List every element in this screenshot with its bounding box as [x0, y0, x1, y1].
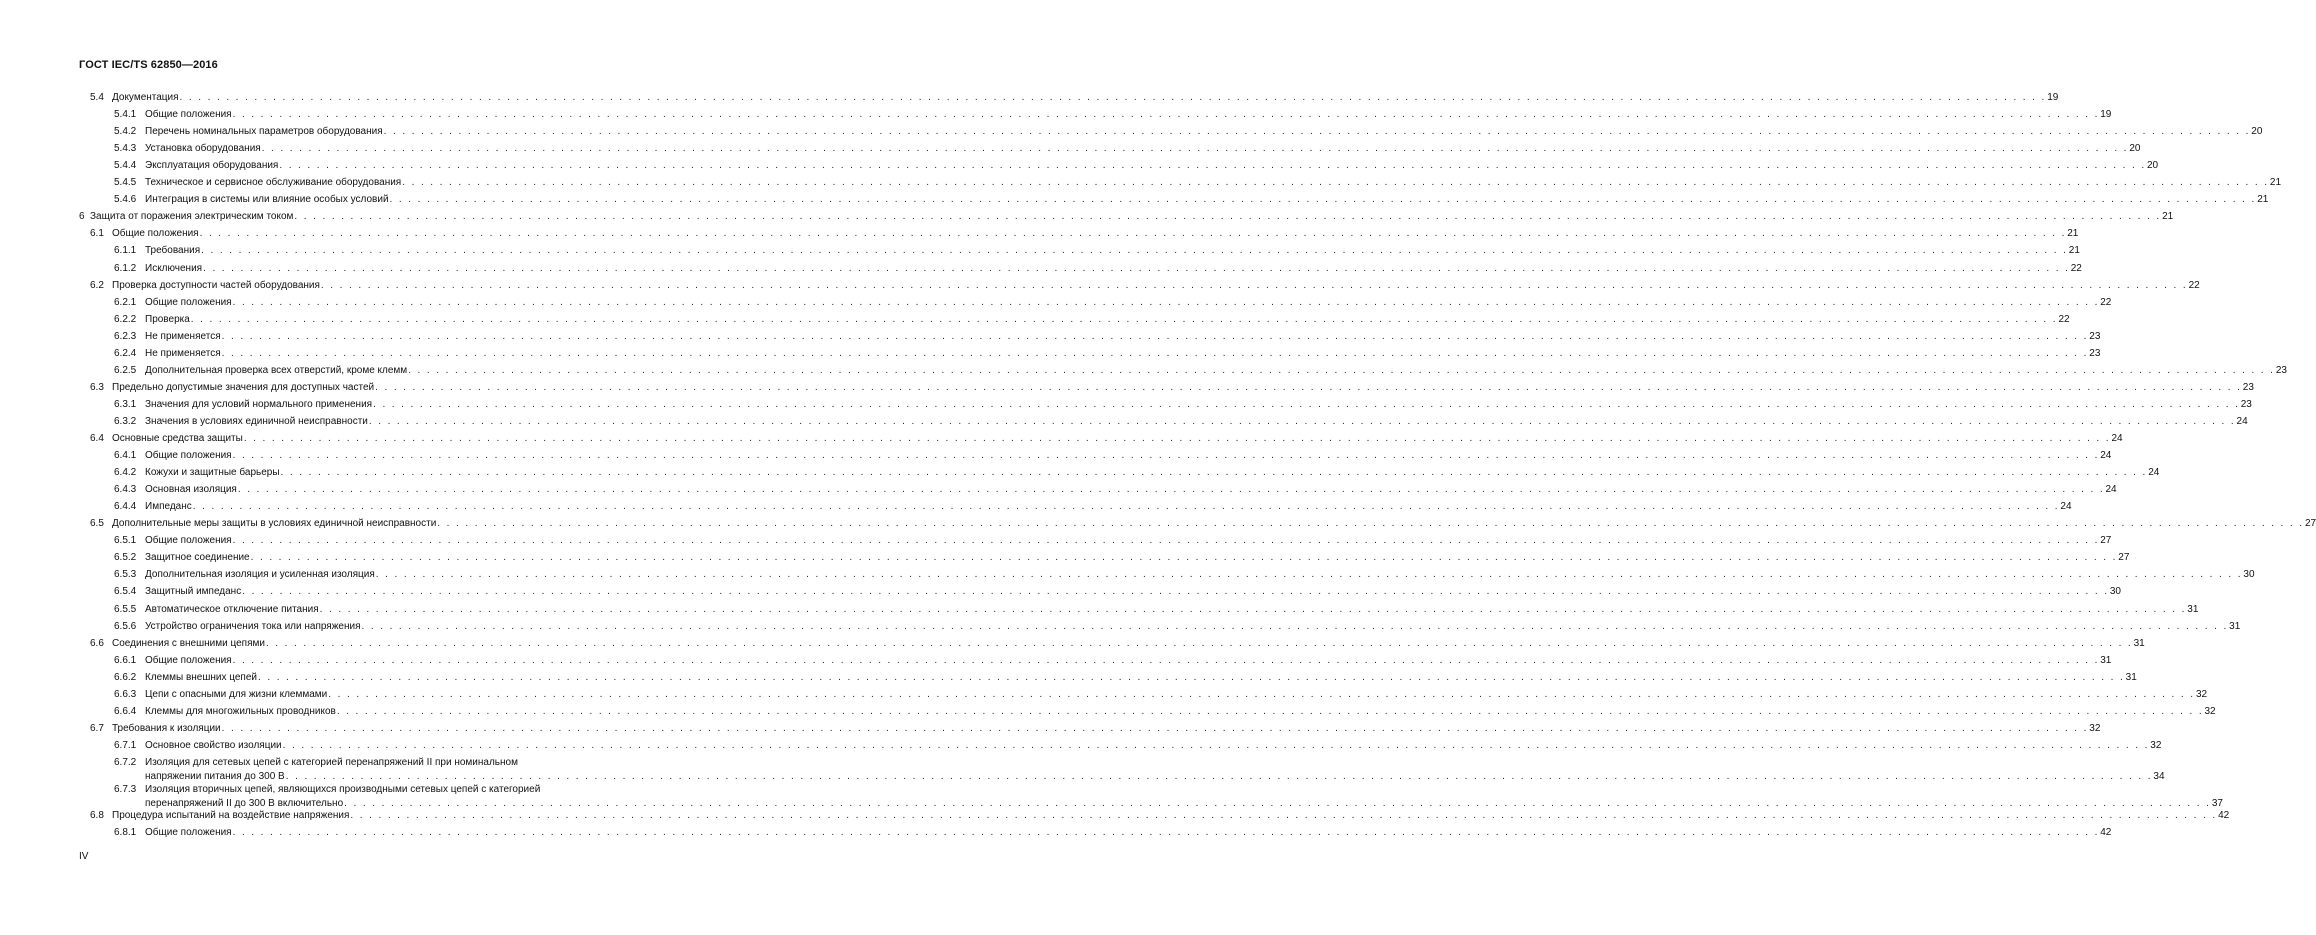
toc-entry-title: Эксплуатация оборудования — [145, 160, 279, 172]
toc-entry-title: Дополнительная проверка всех отверстий, кроме клемм — [145, 364, 408, 376]
toc-leader-dots: . . . . . . . . . . . . . . . . . . . . . . . . . . . . . . . . . . . . . . . . . . . . . . . . . . . . . . . . . . . . . . . . . . . . . . . . . . . . . . . . . . . . . . . . . . . . . . . . . . . . . . . . . . . . . . . . . . . . . . . . . . . . . . . . . . . . . . . . . . . . . . . . . . . . . . . . . . . . . . . . . . . . . . . . . . . . . . . . . . . . . . . . . . . . . . . . . . . . . . . . — [402, 177, 2269, 189]
toc-entry-page: 31 — [2133, 637, 2145, 649]
toc-entry-title: Общие положения — [145, 654, 232, 666]
toc-entry-title: Дополнительная изоляция и усиленная изоляция — [145, 569, 375, 581]
toc-entry-number: 6.4.3 — [114, 484, 137, 496]
toc-entry-page: 23 — [2089, 330, 2101, 342]
toc-entry-page: 27 — [2304, 518, 2316, 530]
toc-entry-page: 23 — [2089, 347, 2101, 359]
toc-leader-dots: . . . . . . . . . . . . . . . . . . . . . . . . . . . . . . . . . . . . . . . . . . . . . . . . . . . . . . . . . . . . . . . . . . . . . . . . . . . . . . . . . . . . . . . . . . . . . . . . . . . . . . . . . . . . . . . . . . . . . . . . . . . . . . . . . . . . . . . . . . . . . . . . . . . . . . . . . . . . . . . . . . . . . . . . . . . . . . . . . . . . . . . . . . . . . . . . . . . . . . . . — [199, 228, 2067, 240]
toc-entry-title: Защитный импеданс — [145, 586, 242, 598]
toc-leader-dots: . . . . . . . . . . . . . . . . . . . . . . . . . . . . . . . . . . . . . . . . . . . . . . . . . . . . . . . . . . . . . . . . . . . . . . . . . . . . . . . . . . . . . . . . . . . . . . . . . . . . . . . . . . . . . . . . . . . . . . . . . . . . . . . . . . . . . . . . . . . . . . . . . . . . . . . . . . . . . . . . . . . . . . . . . . . . . . . . . . . . . . . . . . . . . . . . . . . . . . . . — [190, 313, 2058, 325]
toc-entry-title: Общие положения — [112, 228, 199, 240]
toc-leader-dots: . . . . . . . . . . . . . . . . . . . . . . . . . . . . . . . . . . . . . . . . . . . . . . . . . . . . . . . . . . . . . . . . . . . . . . . . . . . . . . . . . . . . . . . . . . . . . . . . . . . . . . . . . . . . . . . . . . . . . . . . . . . . . . . . . . . . . . . . . . . . . . . . . . . . . . . . . . . . . . . . . . . . . . . . . . . . . . . . . . . . . . . . . . . . . . . . . . . . . . . . — [344, 797, 2211, 809]
toc-entry-number: 6.7.1 — [114, 739, 137, 751]
toc-entry-number: 6.4.4 — [114, 501, 137, 513]
toc-entry-title: Документация — [112, 92, 179, 103]
toc-entry-title: Значения в условиях единичной неисправности — [145, 415, 368, 427]
toc-entry-page: 22 — [2070, 262, 2082, 274]
toc-entry-page: 31 — [2187, 603, 2199, 615]
toc-entry-title: Кожухи и защитные барьеры — [145, 467, 280, 479]
toc-entry-page: 42 — [2218, 810, 2230, 822]
toc-entry-title: Клеммы для многожильных проводников — [145, 705, 336, 717]
toc-leader-dots: . . . . . . . . . . . . . . . . . . . . . . . . . . . . . . . . . . . . . . . . . . . . . . . . . . . . . . . . . . . . . . . . . . . . . . . . . . . . . . . . . . . . . . . . . . . . . . . . . . . . . . . . . . . . . . . . . . . . . . . . . . . . . . . . . . . . . . . . . . . . . . . . . . . . . . . . . . . . . . . . . . . . . . . . . . . . . . . . . . . . . . . . . . . . . . . . . . . . . . . . — [328, 688, 2195, 700]
toc-entry-page: 30 — [2243, 569, 2255, 581]
toc-entry-title: Не применяется — [145, 330, 221, 342]
toc-entry-title: Интеграция в системы или влияние особых условий — [145, 194, 389, 206]
toc-entry-title: Значения для условий нормального применения — [145, 398, 373, 410]
toc-entry-number: 6.6 — [90, 637, 104, 649]
toc-entry-page: 23 — [2242, 381, 2254, 393]
toc-entry-page: 27 — [2100, 535, 2112, 547]
toc-entry-number: 6.2.1 — [114, 296, 137, 308]
toc-entry-page: 32 — [2195, 688, 2208, 700]
toc-leader-dots: . . . . . . . . . . . . . . . . . . . . . . . . . . . . . . . . . . . . . . . . . . . . . . . . . . . . . . . . . . . . . . . . . . . . . . . . . . . . . . . . . . . . . . . . . . . . . . . . . . . . . . . . . . . . . . . . . . . . . . . . . . . . . . . . . . . . . . . . . . . . . . . . . . . . . . . . . . . . . . . . . . . . . . . . . . . . . . . . . . . . . . . . . . . . . . . . . . . . . . . . — [232, 535, 2100, 547]
toc-entry-title: Проверка доступности частей оборудования — [112, 279, 320, 291]
toc-leader-dots: . . . . . . . . . . . . . . . . . . . . . . . . . . . . . . . . . . . . . . . . . . . . . . . . . . . . . . . . . . . . . . . . . . . . . . . . . . . . . . . . . . . . . . . . . . . . . . . . . . . . . . . . . . . . . . . . . . . . . . . . . . . . . . . . . . . . . . . . . . . . . . . . . . . . . . . . . . . . . . . . . . . . . . . . . . . . . . . . . . . . . . . . . . . . . . . . . . . . . . . . — [282, 739, 2150, 751]
toc-entry-title: Требования к изоляции — [112, 722, 221, 734]
toc-entry-page: 21 — [2257, 194, 2269, 206]
toc-entry-page: 32 — [2150, 739, 2162, 751]
toc-leader-dots: . . . . . . . . . . . . . . . . . . . . . . . . . . . . . . . . . . . . . . . . . . . . . . . . . . . . . . . . . . . . . . . . . . . . . . . . . . . . . . . . . . . . . . . . . . . . . . . . . . . . . . . . . . . . . . . . . . . . . . . . . . . . . . . . . . . . . . . . . . . . . . . . . . . . . . . . . . . . . . . . . . . . . . . . . . . . . . . . . . . . . . . . . . . . . . . . . . . . . . . . — [242, 586, 2109, 598]
toc-leader-dots: . . . . . . . . . . . . . . . . . . . . . . . . . . . . . . . . . . . . . . . . . . . . . . . . . . . . . . . . . . . . . . . . . . . . . . . . . . . . . . . . . . . . . . . . . . . . . . . . . . . . . . . . . . . . . . . . . . . . . . . . . . . . . . . . . . . . . . . . . . . . . . . . . . . . . . . . . . . . . . . . . . . . . . . . . . . . . . . . . . . . . . . . . . . . . . . . . . . . . . . . — [221, 722, 2089, 734]
toc-entry-number: 6.4.1 — [114, 450, 137, 462]
toc-entry-page: 24 — [2236, 415, 2248, 427]
toc-leader-dots: . . . . . . . . . . . . . . . . . . . . . . . . . . . . . . . . . . . . . . . . . . . . . . . . . . . . . . . . . . . . . . . . . . . . . . . . . . . . . . . . . . . . . . . . . . . . . . . . . . . . . . . . . . . . . . . . . . . . . . . . . . . . . . . . . . . . . . . . . . . . . . . . . . . . . . . . . . . . . . . . . . . . . . . . . . . . . . . . . . . . . . . . . . . . . . . . . . . . . . . . — [237, 484, 2105, 496]
toc-entry-page: 23 — [2240, 398, 2252, 410]
toc-entry-title: Соединения с внешними цепями — [112, 637, 265, 649]
toc-entry-number: 5.4 — [90, 92, 104, 103]
toc-leader-dots: . . . . . . . . . . . . . . . . . . . . . . . . . . . . . . . . . . . . . . . . . . . . . . . . . . . . . . . . . . . . . . . . . . . . . . . . . . . . . . . . . . . . . . . . . . . . . . . . . . . . . . . . . . . . . . . . . . . . . . . . . . . . . . . . . . . . . . . . . . . . . . . . . . . . . . . . . . . . . . . . . . . . . . . . . . . . . . . . . . . . . . . . . . . . . . . . . . . . . . . . — [336, 705, 2204, 717]
toc-entry-page: 19 — [2047, 92, 2059, 103]
toc-entry-number: 6.6.3 — [114, 688, 137, 700]
toc-entry-title: Клеммы внешних цепей — [145, 671, 257, 683]
toc-entry-page: 24 — [2100, 450, 2112, 462]
toc-entry-number: 6.6.1 — [114, 654, 137, 666]
toc-entry-title-continuation: перенапряжений II до 300 В включительно — [145, 797, 344, 809]
toc-entry-page: 20 — [2147, 160, 2159, 172]
toc-leader-dots: . . . . . . . . . . . . . . . . . . . . . . . . . . . . . . . . . . . . . . . . . . . . . . . . . . . . . . . . . . . . . . . . . . . . . . . . . . . . . . . . . . . . . . . . . . . . . . . . . . . . . . . . . . . . . . . . . . . . . . . . . . . . . . . . . . . . . . . . . . . . . . . . . . . . . . . . . . . . . . . . . . . . . . . . . . . . . . . . . . . . . . . . . . . . . . . . . . . . . . . . — [280, 467, 2148, 479]
toc-entry-number: 6.6.4 — [114, 705, 137, 717]
toc-entry-title: Техническое и сервисное обслуживание оборудования — [145, 177, 402, 189]
toc-entry-page: 30 — [2109, 586, 2121, 598]
toc-leader-dots: . . . . . . . . . . . . . . . . . . . . . . . . . . . . . . . . . . . . . . . . . . . . . . . . . . . . . . . . . . . . . . . . . . . . . . . . . . . . . . . . . . . . . . . . . . . . . . . . . . . . . . . . . . . . . . . . . . . . . . . . . . . . . . . . . . . . . . . . . . . . . . . . . . . . . . . . . . . . . . . . . . . . . . . . . . . . . . . . . . . . . . . . . . . . . . . . . . . . . . . . — [265, 637, 2133, 649]
toc-entry-title: Проверка — [145, 313, 190, 325]
toc-entry-number: 6.2 — [90, 279, 104, 291]
toc-entry-title: Защита от поражения электрическим током — [90, 211, 294, 223]
toc-entry-number: 6.5.2 — [114, 552, 137, 564]
toc-leader-dots: . . . . . . . . . . . . . . . . . . . . . . . . . . . . . . . . . . . . . . . . . . . . . . . . . . . . . . . . . . . . . . . . . . . . . . . . . . . . . . . . . . . . . . . . . . . . . . . . . . . . . . . . . . . . . . . . . . . . . . . . . . . . . . . . . . . . . . . . . . . . . . . . . . . . . . . . . . . . . . . . . . . . . . . . . . . . . . . . . . . . . . . . . . . . . . . . . . . . . . . . — [350, 810, 2218, 822]
toc-leader-dots: . . . . . . . . . . . . . . . . . . . . . . . . . . . . . . . . . . . . . . . . . . . . . . . . . . . . . . . . . . . . . . . . . . . . . . . . . . . . . . . . . . . . . . . . . . . . . . . . . . . . . . . . . . . . . . . . . . . . . . . . . . . . . . . . . . . . . . . . . . . . . . . . . . . . . . . . . . . . . . . . . . . . . . . . . . . . . . . . . . . . . . . . . . . . . . . . . . . . . . . . — [368, 415, 2236, 427]
toc-entry-page: 22 — [2188, 279, 2200, 291]
toc-leader-dots: . . . . . . . . . . . . . . . . . . . . . . . . . . . . . . . . . . . . . . . . . . . . . . . . . . . . . . . . . . . . . . . . . . . . . . . . . . . . . . . . . . . . . . . . . . . . . . . . . . . . . . . . . . . . . . . . . . . . . . . . . . . . . . . . . . . . . . . . . . . . . . . . . . . . . . . . . . . . . . . . . . . . . . . . . . . . . . . . . . . . . . . . . . . . . . . . . . . . . . . . — [232, 296, 2100, 308]
toc-leader-dots: . . . . . . . . . . . . . . . . . . . . . . . . . . . . . . . . . . . . . . . . . . . . . . . . . . . . . . . . . . . . . . . . . . . . . . . . . . . . . . . . . . . . . . . . . . . . . . . . . . . . . . . . . . . . . . . . . . . . . . . . . . . . . . . . . . . . . . . . . . . . . . . . . . . . . . . . . . . . . . . . . . . . . . . . . . . . . . . . . . . . . . . . . . . . . . . . . . . . . . . . — [320, 279, 2188, 291]
toc-leader-dots: . . . . . . . . . . . . . . . . . . . . . . . . . . . . . . . . . . . . . . . . . . . . . . . . . . . . . . . . . . . . . . . . . . . . . . . . . . . . . . . . . . . . . . . . . . . . . . . . . . . . . . . . . . . . . . . . . . . . . . . . . . . . . . . . . . . . . . . . . . . . . . . . . . . . . . . . . . . . . . . . . . . . . . . . . . . . . . . . . . . . . . . . . . . . . . . . . . . . . . . . — [232, 450, 2100, 462]
toc-entry-title: Импеданс — [145, 501, 192, 513]
toc-leader-dots: . . . . . . . . . . . . . . . . . . . . . . . . . . . . . . . . . . . . . . . . . . . . . . . . . . . . . . . . . . . . . . . . . . . . . . . . . . . . . . . . . . . . . . . . . . . . . . . . . . . . . . . . . . . . . . . . . . . . . . . . . . . . . . . . . . . . . . . . . . . . . . . . . . . . . . . . . . . . . . . . . . . . . . . . . . . . . . . . . . . . . . . . . . . . . . . . . . . . . . . . — [179, 92, 2047, 103]
toc-entry-number: 6.5.4 — [114, 586, 137, 598]
toc-entry-page: 37 — [2211, 797, 2223, 809]
toc-leader-dots: . . . . . . . . . . . . . . . . . . . . . . . . . . . . . . . . . . . . . . . . . . . . . . . . . . . . . . . . . . . . . . . . . . . . . . . . . . . . . . . . . . . . . . . . . . . . . . . . . . . . . . . . . . . . . . . . . . . . . . . . . . . . . . . . . . . . . . . . . . . . . . . . . . . . . . . . . . . . . . . . . . . . . . . . . . . . . . . . . . . . . . . . . . . . . . . . . . . . . . . . — [279, 160, 2146, 172]
toc-entry-number: 6.5.3 — [114, 569, 137, 581]
toc-entry-number: 6 — [79, 211, 85, 223]
toc-entry-page: 31 — [2100, 654, 2112, 666]
toc-entry-number: 6.3 — [90, 381, 104, 393]
toc-entry-page: 24 — [2105, 484, 2117, 496]
toc-leader-dots: . . . . . . . . . . . . . . . . . . . . . . . . . . . . . . . . . . . . . . . . . . . . . . . . . . . . . . . . . . . . . . . . . . . . . . . . . . . . . . . . . . . . . . . . . . . . . . . . . . . . . . . . . . . . . . . . . . . . . . . . . . . . . . . . . . . . . . . . . . . . . . . . . . . . . . . . . . . . . . . . . . . . . . . . . . . . . . . . . . . . . . . . . . . . . . . . . . . . . . . . — [294, 211, 2162, 223]
toc-entry-number: 6.4.2 — [114, 467, 137, 479]
toc-entry-page: 24 — [2060, 501, 2072, 513]
toc-leader-dots: . . . . . . . . . . . . . . . . . . . . . . . . . . . . . . . . . . . . . . . . . . . . . . . . . . . . . . . . . . . . . . . . . . . . . . . . . . . . . . . . . . . . . . . . . . . . . . . . . . . . . . . . . . . . . . . . . . . . . . . . . . . . . . . . . . . . . . . . . . . . . . . . . . . . . . . . . . . . . . . . . . . . . . . . . . . . . . . . . . . . . . . . . . . . . . . . . . . . . . . . — [261, 143, 2129, 155]
toc-leader-dots: . . . . . . . . . . . . . . . . . . . . . . . . . . . . . . . . . . . . . . . . . . . . . . . . . . . . . . . . . . . . . . . . . . . . . . . . . . . . . . . . . . . . . . . . . . . . . . . . . . . . . . . . . . . . . . . . . . . . . . . . . . . . . . . . . . . . . . . . . . . . . . . . . . . . . . . . . . . . . . . . . . . . . . . . . . . . . . . . . . . . . . . . . . . . . . . . . . . . . . . . — [232, 654, 2100, 666]
document-header: ГОСТ IEC/TS 62850—2016 — [79, 59, 218, 71]
toc-entry-number: 6.8.1 — [114, 827, 137, 839]
toc-entry-page: 27 — [2118, 552, 2130, 564]
toc-entry-number: 5.4.1 — [114, 109, 137, 121]
toc-entry-title: Защитное соединение — [145, 552, 250, 564]
toc-entry-page: 20 — [2251, 126, 2263, 138]
toc-entry-number: 5.4.3 — [114, 143, 137, 155]
toc-entry-page: 21 — [2162, 211, 2174, 223]
toc-entry-title: Общие положения — [145, 535, 232, 547]
toc-entry-title: Дополнительные меры защиты в условиях единичной неисправности — [112, 518, 437, 530]
toc-entry-page: 31 — [2125, 671, 2137, 683]
toc-entry-title: Изоляция для сетевых цепей с категорией перенапряжений II при номинальном — [145, 756, 518, 768]
toc-entry-page: 22 — [2058, 313, 2070, 325]
toc-leader-dots: . . . . . . . . . . . . . . . . . . . . . . . . . . . . . . . . . . . . . . . . . . . . . . . . . . . . . . . . . . . . . . . . . . . . . . . . . . . . . . . . . . . . . . . . . . . . . . . . . . . . . . . . . . . . . . . . . . . . . . . . . . . . . . . . . . . . . . . . . . . . . . . . . . . . . . . . . . . . . . . . . . . . . . . . . . . . . . . . . . . . . . . . . . . . . . . . . . . . . . . . — [375, 381, 2242, 393]
toc-leader-dots: . . . . . . . . . . . . . . . . . . . . . . . . . . . . . . . . . . . . . . . . . . . . . . . . . . . . . . . . . . . . . . . . . . . . . . . . . . . . . . . . . . . . . . . . . . . . . . . . . . . . . . . . . . . . . . . . . . . . . . . . . . . . . . . . . . . . . . . . . . . . . . . . . . . . . . . . . . . . . . . . . . . . . . . . . . . . . . . . . . . . . . . . . . . . . . . . . . . . . . . . — [389, 194, 2257, 206]
toc-leader-dots: . . . . . . . . . . . . . . . . . . . . . . . . . . . . . . . . . . . . . . . . . . . . . . . . . . . . . . . . . . . . . . . . . . . . . . . . . . . . . . . . . . . . . . . . . . . . . . . . . . . . . . . . . . . . . . . . . . . . . . . . . . . . . . . . . . . . . . . . . . . . . . . . . . . . . . . . . . . . . . . . . . . . . . . . . . . . . . . . . . . . . . . . . . . . . . . . . . . . . . . . — [243, 433, 2111, 444]
toc-entry-number: 6.8 — [90, 810, 104, 822]
toc-entry-number: 6.2.2 — [114, 313, 137, 325]
toc-entry-number: 6.7.3 — [114, 783, 137, 795]
toc-entry-title: Автоматическое отключение питания — [145, 603, 319, 615]
toc-entry-page: 21 — [2067, 228, 2079, 240]
toc-leader-dots: . . . . . . . . . . . . . . . . . . . . . . . . . . . . . . . . . . . . . . . . . . . . . . . . . . . . . . . . . . . . . . . . . . . . . . . . . . . . . . . . . . . . . . . . . . . . . . . . . . . . . . . . . . . . . . . . . . . . . . . . . . . . . . . . . . . . . . . . . . . . . . . . . . . . . . . . . . . . . . . . . . . . . . . . . . . . . . . . . . . . . . . . . . . . . . . . . . . . . . . . — [375, 569, 2243, 581]
toc-leader-dots: . . . . . . . . . . . . . . . . . . . . . . . . . . . . . . . . . . . . . . . . . . . . . . . . . . . . . . . . . . . . . . . . . . . . . . . . . . . . . . . . . . . . . . . . . . . . . . . . . . . . . . . . . . . . . . . . . . . . . . . . . . . . . . . . . . . . . . . . . . . . . . . . . . . . . . . . . . . . . . . . . . . . . . . . . . . . . . . . . . . . . . . . . . . . . . . . . . . . . . . . — [250, 552, 2118, 564]
toc-leader-dots: . . . . . . . . . . . . . . . . . . . . . . . . . . . . . . . . . . . . . . . . . . . . . . . . . . . . . . . . . . . . . . . . . . . . . . . . . . . . . . . . . . . . . . . . . . . . . . . . . . . . . . . . . . . . . . . . . . . . . . . . . . . . . . . . . . . . . . . . . . . . . . . . . . . . . . . . . . . . . . . . . . . . . . . . . . . . . . . . . . . . . . . . . . . . . . . . . . . . . . . . — [203, 262, 2070, 274]
toc-entry-number: 6.2.3 — [114, 330, 137, 342]
toc-entry-number: 5.4.6 — [114, 194, 137, 206]
toc-entry-number: 6.5 — [90, 518, 104, 530]
toc-entry-page: 24 — [2148, 467, 2160, 479]
toc-entry-number: 6.7.2 — [114, 756, 137, 768]
toc-entry-title: Требования — [145, 245, 201, 257]
toc-entry-title: Основная изоляция — [145, 484, 237, 496]
toc-entry-number: 6.2.5 — [114, 364, 137, 376]
toc-entry-page: 22 — [2100, 296, 2112, 308]
toc-entry-title-continuation: напряжении питания до 300 В — [145, 770, 285, 782]
toc-entry-page: 31 — [2229, 620, 2241, 632]
toc-leader-dots: . . . . . . . . . . . . . . . . . . . . . . . . . . . . . . . . . . . . . . . . . . . . . . . . . . . . . . . . . . . . . . . . . . . . . . . . . . . . . . . . . . . . . . . . . . . . . . . . . . . . . . . . . . . . . . . . . . . . . . . . . . . . . . . . . . . . . . . . . . . . . . . . . . . . . . . . . . . . . . . . . . . . . . . . . . . . . . . . . . . . . . . . . . . . . . . . . . . . . . . . — [383, 126, 2251, 138]
toc-entry-page: 32 — [2204, 705, 2216, 717]
toc-entry-number: 6.7 — [90, 722, 104, 734]
toc-leader-dots: . . . . . . . . . . . . . . . . . . . . . . . . . . . . . . . . . . . . . . . . . . . . . . . . . . . . . . . . . . . . . . . . . . . . . . . . . . . . . . . . . . . . . . . . . . . . . . . . . . . . . . . . . . . . . . . . . . . . . . . . . . . . . . . . . . . . . . . . . . . . . . . . . . . . . . . . . . . . . . . . . . . . . . . . . . . . . . . . . . . . . . . . . . . . . . . . . . . . . . . . — [221, 347, 2089, 359]
page-number: IV — [79, 851, 89, 862]
toc-entry-page: 34 — [2153, 770, 2165, 782]
toc-leader-dots: . . . . . . . . . . . . . . . . . . . . . . . . . . . . . . . . . . . . . . . . . . . . . . . . . . . . . . . . . . . . . . . . . . . . . . . . . . . . . . . . . . . . . . . . . . . . . . . . . . . . . . . . . . . . . . . . . . . . . . . . . . . . . . . . . . . . . . . . . . . . . . . . . . . . . . . . . . . . . . . . . . . . . . . . . . . . . . . . . . . . . . . . . . . . . . . . . . . . . . . . — [373, 398, 2240, 410]
toc-entry-title: Основные средства защиты — [112, 433, 243, 444]
toc-entry-title: Исключения — [145, 262, 203, 274]
toc-entry-page: 24 — [2111, 433, 2123, 444]
toc-entry-title: Общие положения — [145, 827, 232, 839]
toc-entry-title: Общие положения — [145, 450, 232, 462]
toc-entry-title: Общие положения — [145, 109, 232, 121]
toc-entry-number: 6.5.6 — [114, 620, 137, 632]
toc-entry-title: Процедура испытаний на воздействие напряжения — [112, 810, 350, 822]
toc-entry-title: Не применяется — [145, 347, 221, 359]
toc-leader-dots: . . . . . . . . . . . . . . . . . . . . . . . . . . . . . . . . . . . . . . . . . . . . . . . . . . . . . . . . . . . . . . . . . . . . . . . . . . . . . . . . . . . . . . . . . . . . . . . . . . . . . . . . . . . . . . . . . . . . . . . . . . . . . . . . . . . . . . . . . . . . . . . . . . . . . . . . . . . . . . . . . . . . . . . . . . . . . . . . . . . . . . . . . . . . . . . . . . . . . . . . — [408, 364, 2275, 376]
toc-entry-title: Изоляция вторичных цепей, являющихся производными сетевых цепей с категорией — [145, 783, 541, 795]
toc-leader-dots: . . . . . . . . . . . . . . . . . . . . . . . . . . . . . . . . . . . . . . . . . . . . . . . . . . . . . . . . . . . . . . . . . . . . . . . . . . . . . . . . . . . . . . . . . . . . . . . . . . . . . . . . . . . . . . . . . . . . . . . . . . . . . . . . . . . . . . . . . . . . . . . . . . . . . . . . . . . . . . . . . . . . . . . . . . . . . . . . . . . . . . . . . . . . . . . . . . . . . . . . — [319, 603, 2187, 615]
toc-leader-dots: . . . . . . . . . . . . . . . . . . . . . . . . . . . . . . . . . . . . . . . . . . . . . . . . . . . . . . . . . . . . . . . . . . . . . . . . . . . . . . . . . . . . . . . . . . . . . . . . . . . . . . . . . . . . . . . . . . . . . . . . . . . . . . . . . . . . . . . . . . . . . . . . . . . . . . . . . . . . . . . . . . . . . . . . . . . . . . . . . . . . . . . . . . . . . . . . . . . . . . . . — [232, 109, 2100, 121]
toc-entry-page: 19 — [2100, 109, 2112, 121]
toc-entry-title: Цепи с опасными для жизни клеммами — [145, 688, 328, 700]
toc-entry-number: 5.4.2 — [114, 126, 137, 138]
toc-entry-number: 6.5.1 — [114, 535, 137, 547]
toc-entry-title: Предельно допустимые значения для доступных частей — [112, 381, 375, 393]
toc-entry-title: Основное свойство изоляции — [145, 739, 282, 751]
toc-entry-number: 6.1.2 — [114, 262, 137, 274]
toc-leader-dots: . . . . . . . . . . . . . . . . . . . . . . . . . . . . . . . . . . . . . . . . . . . . . . . . . . . . . . . . . . . . . . . . . . . . . . . . . . . . . . . . . . . . . . . . . . . . . . . . . . . . . . . . . . . . . . . . . . . . . . . . . . . . . . . . . . . . . . . . . . . . . . . . . . . . . . . . . . . . . . . . . . . . . . . . . . . . . . . . . . . . . . . . . . . . . . . . . . . . . . . . — [201, 245, 2068, 257]
toc-entry-number: 6.2.4 — [114, 347, 137, 359]
toc-entry-page: 42 — [2100, 827, 2112, 839]
toc-leader-dots: . . . . . . . . . . . . . . . . . . . . . . . . . . . . . . . . . . . . . . . . . . . . . . . . . . . . . . . . . . . . . . . . . . . . . . . . . . . . . . . . . . . . . . . . . . . . . . . . . . . . . . . . . . . . . . . . . . . . . . . . . . . . . . . . . . . . . . . . . . . . . . . . . . . . . . . . . . . . . . . . . . . . . . . . . . . . . . . . . . . . . . . . . . . . . . . . . . . . . . . . — [192, 501, 2060, 513]
toc-leader-dots: . . . . . . . . . . . . . . . . . . . . . . . . . . . . . . . . . . . . . . . . . . . . . . . . . . . . . . . . . . . . . . . . . . . . . . . . . . . . . . . . . . . . . . . . . . . . . . . . . . . . . . . . . . . . . . . . . . . . . . . . . . . . . . . . . . . . . . . . . . . . . . . . . . . . . . . . . . . . . . . . . . . . . . . . . . . . . . . . . . . . . . . . . . . . . . . . . . . . . . . . — [361, 620, 2229, 632]
toc-entry-title: Перечень номинальных параметров оборудования — [145, 126, 383, 138]
toc-leader-dots: . . . . . . . . . . . . . . . . . . . . . . . . . . . . . . . . . . . . . . . . . . . . . . . . . . . . . . . . . . . . . . . . . . . . . . . . . . . . . . . . . . . . . . . . . . . . . . . . . . . . . . . . . . . . . . . . . . . . . . . . . . . . . . . . . . . . . . . . . . . . . . . . . . . . . . . . . . . . . . . . . . . . . . . . . . . . . . . . . . . . . . . . . . . . . . . . . . . . . . . . — [257, 671, 2125, 683]
toc-entry-number: 6.5.5 — [114, 603, 137, 615]
toc-entry-page: 32 — [2089, 722, 2101, 734]
toc-entry-number: 6.3.2 — [114, 415, 137, 427]
toc-entry-title: Устройство ограничения тока или напряжения — [145, 620, 361, 632]
toc-entry-number: 6.4 — [90, 433, 104, 444]
toc-entry-number: 5.4.5 — [114, 177, 137, 189]
toc-leader-dots: . . . . . . . . . . . . . . . . . . . . . . . . . . . . . . . . . . . . . . . . . . . . . . . . . . . . . . . . . . . . . . . . . . . . . . . . . . . . . . . . . . . . . . . . . . . . . . . . . . . . . . . . . . . . . . . . . . . . . . . . . . . . . . . . . . . . . . . . . . . . . . . . . . . . . . . . . . . . . . . . . . . . . . . . . . . . . . . . . . . . . . . . . . . . . . . . . . . . . . . . — [285, 770, 2153, 782]
toc-entry-number: 6.1.1 — [114, 245, 137, 257]
toc-entry-title: Общие положения — [145, 296, 232, 308]
toc-entry-number: 6.3.1 — [114, 398, 137, 410]
toc-leader-dots: . . . . . . . . . . . . . . . . . . . . . . . . . . . . . . . . . . . . . . . . . . . . . . . . . . . . . . . . . . . . . . . . . . . . . . . . . . . . . . . . . . . . . . . . . . . . . . . . . . . . . . . . . . . . . . . . . . . . . . . . . . . . . . . . . . . . . . . . . . . . . . . . . . . . . . . . . . . . . . . . . . . . . . . . . . . . . . . . . . . . . . . . . . . . . . . . . . . . . . . . — [232, 827, 2100, 839]
toc-entry-number: 5.4.4 — [114, 160, 137, 172]
toc-entry-number: 6.6.2 — [114, 671, 137, 683]
toc-entry-number: 6.1 — [90, 228, 104, 240]
toc-entry-title: Установка оборудования — [145, 143, 261, 155]
toc-leader-dots: . . . . . . . . . . . . . . . . . . . . . . . . . . . . . . . . . . . . . . . . . . . . . . . . . . . . . . . . . . . . . . . . . . . . . . . . . . . . . . . . . . . . . . . . . . . . . . . . . . . . . . . . . . . . . . . . . . . . . . . . . . . . . . . . . . . . . . . . . . . . . . . . . . . . . . . . . . . . . . . . . . . . . . . . . . . . . . . . . . . . . . . . . . . . . . . . . . . . . . . . — [437, 518, 2304, 530]
toc-entry-page: 21 — [2068, 245, 2080, 257]
toc-leader-dots: . . . . . . . . . . . . . . . . . . . . . . . . . . . . . . . . . . . . . . . . . . . . . . . . . . . . . . . . . . . . . . . . . . . . . . . . . . . . . . . . . . . . . . . . . . . . . . . . . . . . . . . . . . . . . . . . . . . . . . . . . . . . . . . . . . . . . . . . . . . . . . . . . . . . . . . . . . . . . . . . . . . . . . . . . . . . . . . . . . . . . . . . . . . . . . . . . . . . . . . . — [221, 330, 2089, 342]
toc-entry-page: 23 — [2275, 364, 2287, 376]
toc-entry-page: 21 — [2269, 177, 2282, 189]
toc-entry-page: 20 — [2129, 143, 2141, 155]
